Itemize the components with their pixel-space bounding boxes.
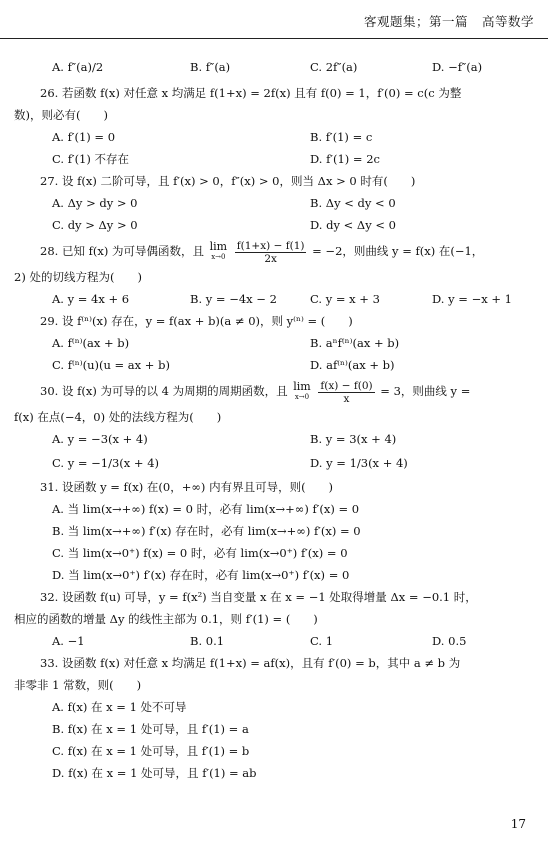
q28-option-d: D. y = −x + 1 <box>432 292 512 306</box>
q28-frac-num: f(1+x) − f(1) <box>236 239 305 252</box>
q32-stem-cont: 相应的函数的增量 Δy 的线性主部为 0.1，则 f′(1) = ( ) <box>14 612 318 626</box>
q32-option-a: A. −1 <box>52 634 85 648</box>
q26-stem-cont: 数)，则必有( ) <box>14 108 108 122</box>
q28-stem-cont: 2) 处的切线方程为( ) <box>14 270 142 284</box>
q26-option-d: D. f′(1) = 2c <box>310 152 380 166</box>
q30-options-row1 <box>14 428 536 450</box>
q30-fraction <box>318 380 374 405</box>
question-list <box>14 52 536 784</box>
header-part: 第一篇 <box>428 14 468 29</box>
q29-options-row1 <box>14 332 536 354</box>
q28-options <box>14 288 536 310</box>
q30-stem <box>14 376 536 406</box>
q31-stem: 31. 设函数 y = f(x) 在(0，+∞) 内有界且可导，则( ) <box>40 480 334 494</box>
q33-option-a: A. f(x) 在 x = 1 处不可导 <box>52 700 187 714</box>
q26-options-row2 <box>14 148 536 170</box>
q28-stem-b: = −2，则曲线 y = f(x) 在(−1， <box>312 244 484 258</box>
q28-option-a: A. y = 4x + 6 <box>52 292 130 306</box>
q25-options <box>14 52 536 82</box>
q30-option-d: D. y = 1/3(x + 4) <box>310 456 408 470</box>
q30-frac-num: f(x) − f(0) <box>320 379 373 392</box>
q32-option-d: D. 0.5 <box>432 634 467 648</box>
q30-option-b: B. y = 3(x + 4) <box>310 432 397 446</box>
q28-stem <box>14 236 536 266</box>
q27-option-b: B. Δy < dy < 0 <box>310 196 396 210</box>
q27-options-row2 <box>14 214 536 236</box>
q27-options-row1 <box>14 192 536 214</box>
q25-option-c: C. 2f″(a) <box>310 60 358 74</box>
q30-stem-b: = 3，则曲线 y = <box>380 384 471 398</box>
page-number: 17 <box>510 817 526 831</box>
q25-option-b: B. f″(a) <box>190 60 231 74</box>
q30-option-a: A. y = −3(x + 4) <box>52 432 148 446</box>
q28-limit-sub: x→0 <box>211 253 226 261</box>
q31-option-c: C. 当 lim(x→0⁺) f(x) = 0 时，必有 lim(x→0⁺) f′(x) = 0 <box>52 546 348 560</box>
q32-options <box>14 630 536 652</box>
q32-option-c: C. 1 <box>310 634 334 648</box>
q33-option-b: B. f(x) 在 x = 1 处可导，且 f′(1) = a <box>52 722 249 736</box>
page-header <box>0 0 548 39</box>
q30-stem-a: 30. 设 f(x) 为可导的以 4 为周期的周期函数，且 <box>40 384 288 398</box>
header-sep: ； <box>415 14 429 29</box>
q30-option-c: C. y = −1/3(x + 4) <box>52 456 160 470</box>
header-subject: 高等数学 <box>481 14 534 29</box>
q29-stem: 29. 设 f⁽ⁿ⁾(x) 存在，y = f(ax + b)(a ≠ 0)，则 y⁽ⁿ⁾ = ( ) <box>40 314 353 328</box>
q27-option-c: C. dy > Δy > 0 <box>52 218 138 232</box>
q33-option-d: D. f(x) 在 x = 1 处可导，且 f′(1) = ab <box>52 766 257 780</box>
q28-limit: lim x→0 <box>209 240 228 261</box>
q29-option-b: B. aⁿf⁽ⁿ⁾(ax + b) <box>310 336 400 350</box>
q27-stem: 27. 设 f(x) 二阶可导，且 f′(x) > 0，f″(x) > 0，则当 Δx > 0 时有( ) <box>40 174 416 188</box>
q27-option-d: D. dy < Δy < 0 <box>310 218 396 232</box>
q30-limit-sub: x→0 <box>294 393 310 401</box>
q33-stem-cont: 非零非 1 常数，则( ) <box>14 678 142 692</box>
q25-option-a: A. f″(a)/2 <box>52 60 104 74</box>
q28-frac-den: 2x <box>264 252 277 265</box>
header-book: 客观题集 <box>363 14 416 29</box>
q29-option-a: A. f⁽ⁿ⁾(ax + b) <box>52 336 130 350</box>
header-title <box>358 12 534 30</box>
q31-option-b: B. 当 lim(x→+∞) f′(x) 存在时，必有 lim(x→+∞) f′(x) = 0 <box>52 524 361 538</box>
q30-limit: lim x→0 <box>293 380 311 401</box>
q32-option-b: B. 0.1 <box>190 634 225 648</box>
q29-option-c: C. f⁽ⁿ⁾(u)(u = ax + b) <box>52 358 170 372</box>
q27-option-a: A. Δy > dy > 0 <box>52 196 138 210</box>
q33-stem: 33. 设函数 f(x) 对任意 x 均满足 f(1+x) = af(x)，且有 f′(0) = b，其中 a ≠ b 为 <box>40 656 461 670</box>
q28-fraction <box>235 240 307 265</box>
q33-option-c: C. f(x) 在 x = 1 处可导，且 f′(1) = b <box>52 744 250 758</box>
q28-option-c: C. y = x + 3 <box>310 292 380 306</box>
q28-stem-a: 28. 已知 f(x) 为可导偶函数，且 <box>40 244 204 258</box>
q30-options-row2 <box>14 450 536 476</box>
q25-option-d: D. −f″(a) <box>432 60 483 74</box>
q31-option-a: A. 当 lim(x→+∞) f(x) = 0 时，必有 lim(x→+∞) f′(x) = 0 <box>52 502 360 516</box>
q26-stem: 26. 若函数 f(x) 对任意 x 均满足 f(1+x) = 2f(x) 且有 f(0) = 1，f′(0) = c(c 为整 <box>40 86 462 100</box>
q30-frac-den: x <box>343 392 350 405</box>
q26-option-a: A. f′(1) = 0 <box>52 130 116 144</box>
q26-option-b: B. f′(1) = c <box>310 130 373 144</box>
q32-stem: 32. 设函数 f(u) 可导，y = f(x²) 当自变量 x 在 x = −1 处取得增量 Δx = −0.1 时， <box>40 590 477 604</box>
q29-option-d: D. af⁽ⁿ⁾(ax + b) <box>310 358 395 372</box>
q28-option-b: B. y = −4x − 2 <box>190 292 277 306</box>
q30-stem-cont: f(x) 在点(−4，0) 处的法线方程为( ) <box>14 410 222 424</box>
q26-option-c: C. f′(1) 不存在 <box>52 152 130 166</box>
q26-options-row1 <box>14 126 536 148</box>
q29-options-row2 <box>14 354 536 376</box>
q31-option-d: D. 当 lim(x→0⁺) f′(x) 存在时，必有 lim(x→0⁺) f′(x) = 0 <box>52 568 350 582</box>
